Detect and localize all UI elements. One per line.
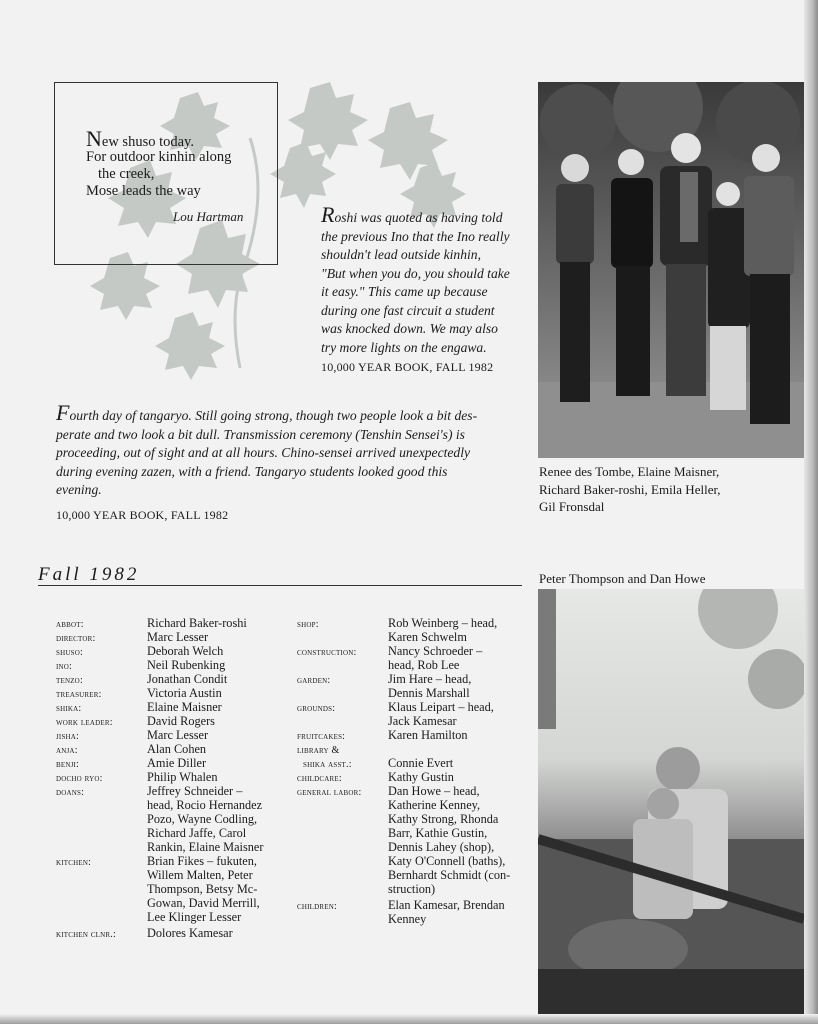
staff-value: Lee Klinger Lesser	[147, 910, 242, 924]
staff-value: head, Rob Lee	[388, 658, 460, 672]
roshi-quote-line-3: shouldn't lead outside kinhin,	[321, 247, 481, 262]
group-photo-caption-line-1: Renee des Tombe, Elaine Maisner,	[539, 464, 720, 479]
tangaryo-source: 10,000 YEAR BOOK, FALL 1982	[56, 508, 229, 522]
staff-value: struction)	[388, 882, 436, 896]
staff-value: Dennis Lahey (shop),	[388, 840, 495, 854]
staff-label: general labor:	[297, 787, 362, 798]
staff-value: Pozo, Wayne Codling,	[147, 812, 258, 826]
staff-value: Jonathan Condit	[147, 672, 228, 686]
roshi-quote-line-8: try more lights on the engawa.	[321, 339, 487, 355]
haiku-line-4: Mose leads the way	[86, 183, 201, 199]
staff-value: Elaine Maisner	[147, 700, 222, 714]
tangaryo-line-1: Fourth day of tangaryo. Still going strong, though two people look a bit des-	[56, 400, 478, 425]
roshi-quote-source: 10,000 YEAR BOOK, FALL 1982	[321, 360, 494, 374]
staff-value: Connie Evert	[388, 756, 454, 770]
haiku-box	[54, 82, 278, 265]
staff-value: Brian Fikes – fukuten,	[147, 854, 257, 868]
staff-label: shuso:	[56, 647, 83, 658]
staff-value: Elan Kamesar, Brendan	[388, 898, 505, 912]
staff-value: Richard Jaffe, Carol	[147, 826, 247, 840]
staff-value: Marc Lesser	[147, 728, 209, 742]
staff-value: Gowan, David Merrill,	[147, 896, 260, 910]
staff-value: Deborah Welch	[147, 644, 224, 658]
staff-value: head, Rocio Hernandez	[147, 798, 263, 812]
fall-1982-heading: Fall 1982	[38, 564, 140, 585]
page-edge	[0, 1014, 818, 1024]
staff-label: anja:	[56, 745, 78, 756]
staff-label: jisha:	[56, 731, 80, 742]
staff-value: Jim Hare – head,	[388, 672, 472, 686]
roshi-quote-line-7: was knocked down. We may also	[321, 321, 498, 336]
staff-label: treasurer:	[56, 689, 102, 700]
staff-label: benji:	[56, 759, 80, 770]
staff-value: Amie Diller	[147, 756, 207, 770]
staff-label: docho ryo:	[56, 773, 103, 784]
staff-value: Kathy Gustin	[388, 770, 454, 784]
group-photo-caption-line-3: Gil Fronsdal	[539, 499, 605, 514]
roshi-quote-line-6: during one fast circuit a student	[321, 302, 495, 318]
staff-label: tenzo:	[56, 675, 83, 686]
roshi-quote-line-1: Roshi was quoted as having told	[321, 202, 503, 227]
staff-label: shop:	[297, 619, 319, 630]
haiku-line-1: New shuso today.	[86, 126, 194, 151]
tangaryo-line-3: proceeding, out of sight and at all hours. Chino-sensei arrived unexpectedly	[56, 445, 471, 460]
staff-value: Neil Rubenking	[147, 658, 226, 672]
staff-value: Rob Weinberg – head,	[388, 616, 498, 630]
tangaryo-passage	[56, 400, 478, 500]
roshi-quote-line-5: it easy." This came up because	[321, 284, 488, 299]
group-photo-caption-line-2: Richard Baker-roshi, Emila Heller,	[539, 481, 721, 497]
staff-value: Katy O'Connell (baths),	[388, 854, 506, 868]
group-photo-caption	[539, 463, 721, 516]
haiku-author: Lou Hartman	[173, 209, 244, 224]
staff-value: David Rogers	[147, 714, 215, 728]
staff-label: abbot:	[56, 619, 84, 630]
staff-value: Victoria Austin	[147, 686, 222, 700]
staff-value: Kathy Strong, Rhonda	[388, 812, 499, 826]
staff-label: children:	[297, 901, 337, 912]
roshi-quote-line-4: "But when you do, you should take	[321, 265, 510, 281]
staff-value: Dan Howe – head,	[388, 784, 480, 798]
haiku-line-3: the creek,	[98, 166, 155, 182]
roshi-quote-line-2: the previous Ino that the Ino really	[321, 228, 510, 244]
staff-label: kitchen:	[56, 857, 92, 868]
staff-value: Katherine Kenney,	[388, 798, 481, 812]
work-photo-caption: Peter Thompson and Dan Howe	[539, 571, 706, 586]
staff-label: construction:	[297, 647, 357, 658]
roshi-quote	[321, 202, 510, 357]
staff-label: director:	[56, 633, 96, 644]
staff-value: Kenney	[388, 912, 427, 926]
staff-label: library &	[297, 745, 340, 756]
section-rule	[38, 585, 522, 586]
staff-value: Nancy Schroeder –	[388, 644, 483, 658]
work-photo	[538, 589, 804, 1015]
staff-value: Bernhardt Schmidt (con-	[388, 868, 511, 882]
staff-value: Karen Hamilton	[388, 728, 468, 742]
haiku-line-2: For outdoor kinhin along	[86, 149, 232, 165]
staff-label: grounds:	[297, 703, 336, 714]
staff-label: doans:	[56, 787, 85, 798]
book-spine	[804, 0, 818, 1024]
staff-label: kitchen clnr.:	[56, 929, 116, 940]
tangaryo-line-5: evening.	[56, 482, 102, 497]
tangaryo-line-4: during evening zazen, with a friend. Tangaryo students looked good this	[56, 463, 448, 479]
staff-value: Thompson, Betsy Mc-	[147, 882, 258, 896]
staff-value: Barr, Kathie Gustin,	[388, 826, 488, 840]
tangaryo-line-2: perate and two look a bit dull. Transmission ceremony (Tenshin Sensei's) is	[56, 426, 465, 442]
staff-value: Dolores Kamesar	[147, 926, 233, 940]
staff-value: Jeffrey Schneider –	[147, 784, 243, 798]
staff-value: Klaus Leipart – head,	[388, 700, 494, 714]
staff-label: work leader:	[56, 717, 113, 728]
staff-label: shika asst.:	[303, 759, 352, 770]
staff-value: Rankin, Elaine Maisner	[147, 840, 264, 854]
staff-label: fruitcakes:	[297, 731, 346, 742]
group-photo	[538, 82, 804, 458]
staff-value: Jack Kamesar	[388, 714, 457, 728]
staff-label: shika:	[56, 703, 82, 714]
staff-label: ino:	[56, 661, 73, 672]
staff-value: Willem Malten, Peter	[147, 868, 253, 882]
staff-value: Philip Whalen	[147, 770, 218, 784]
staff-value: Karen Schwelm	[388, 630, 467, 644]
staff-label: childcare:	[297, 773, 342, 784]
staff-value: Alan Cohen	[147, 742, 207, 756]
staff-value: Dennis Marshall	[388, 686, 470, 700]
staff-value: Richard Baker-roshi	[147, 616, 247, 630]
staff-value: Marc Lesser	[147, 630, 209, 644]
staff-label: garden:	[297, 675, 331, 686]
